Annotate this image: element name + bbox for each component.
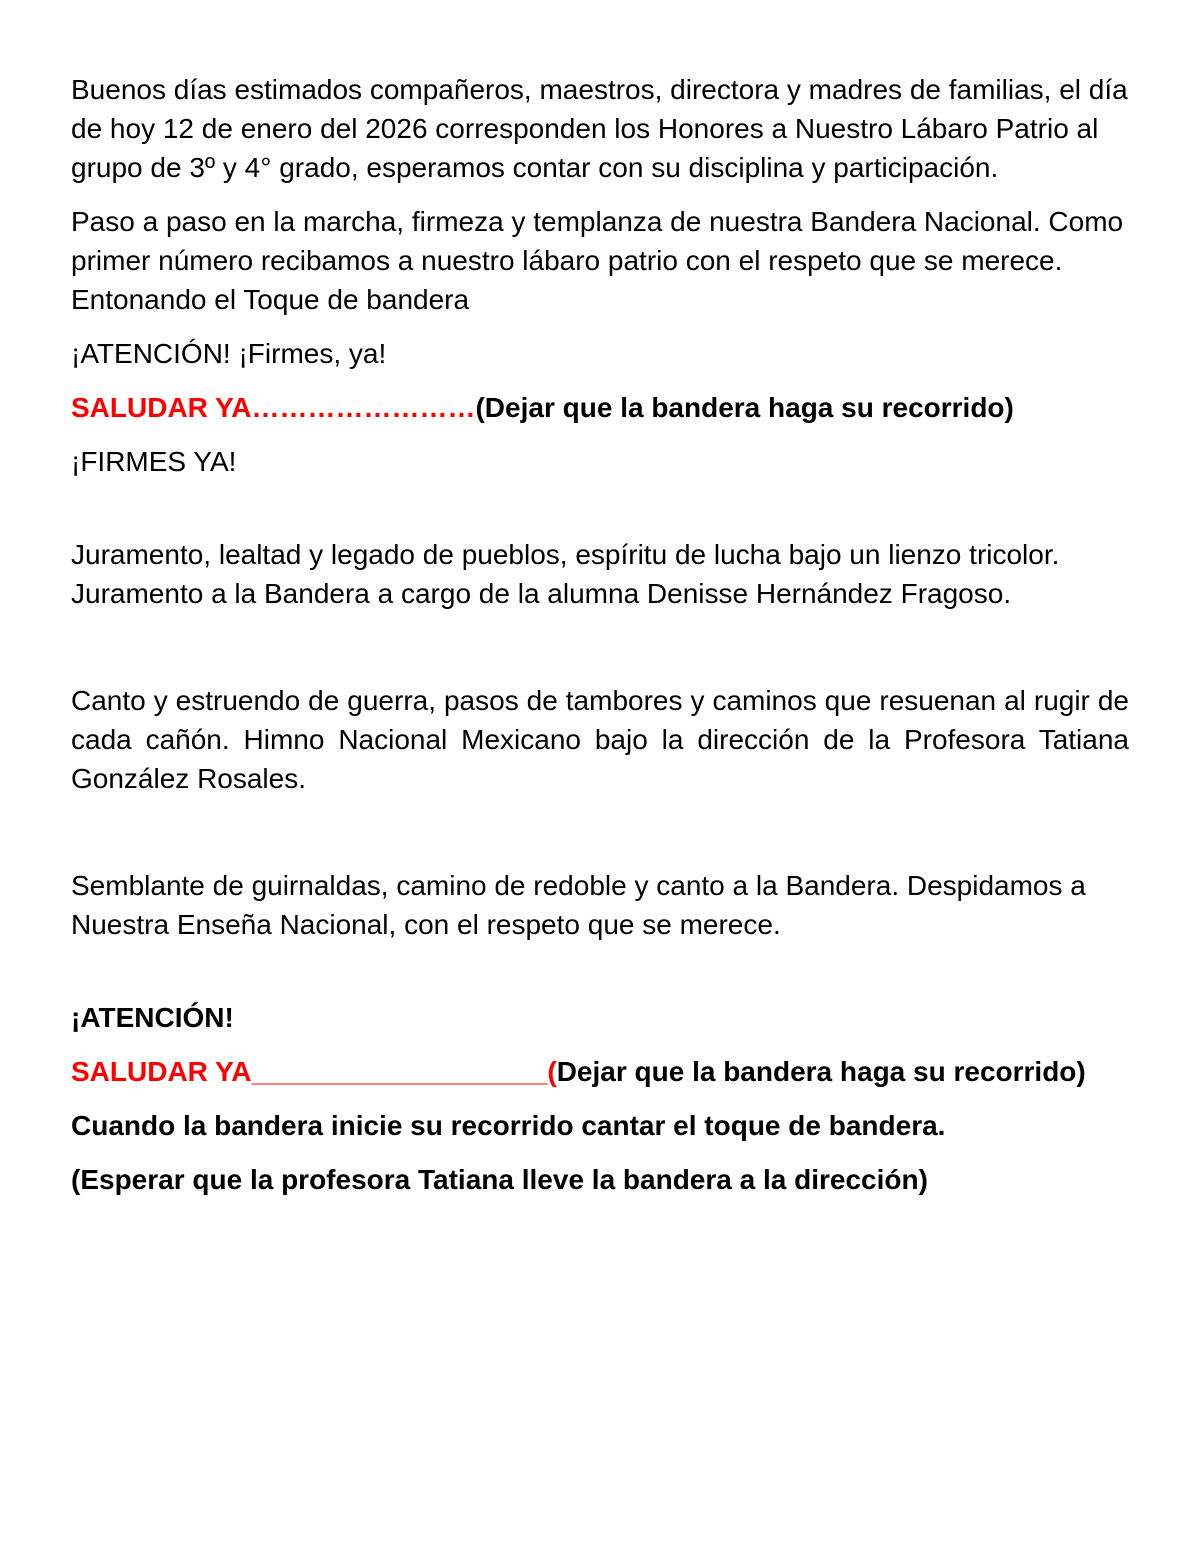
document-body [71, 70, 1129, 1214]
anthem-paragraph: Canto y estruendo de guerra, pasos de tambores y caminos que resuenan al rugir de cada cañón. Himno Nacional Mexicano bajo la dirección de la Profesora Tatiana González Rosales. [71, 685, 1129, 794]
attention-command-final: ¡ATENCIÓN! [71, 1002, 234, 1033]
salute-note: (Dejar que la bandera haga su recorrido) [475, 392, 1014, 423]
intro-paragraph: Buenos días estimados compañeros, maestros, directora y madres de familias, el día de hoy 12 de enero del 2026 corresponden los Honores a Nuestro Lábaro Patrio al grupo de 3º y 4° grado, esperamos contar con su disciplina y participación. [71, 74, 1128, 183]
wait-instruction: (Esperar que la profesora Tatiana lleve la bandera a la dirección) [71, 1164, 928, 1195]
salute-command: SALUDAR YA…………………… [71, 392, 476, 423]
salute-instruction-final [71, 1052, 1129, 1091]
attention-command: ¡ATENCIÓN! ¡Firmes, ya! [71, 338, 387, 369]
firmes-command: ¡FIRMES YA! [71, 446, 237, 477]
salute-instruction [71, 388, 1129, 427]
salute-note-final: Dejar que la bandera haga su recorrido) [556, 1056, 1086, 1087]
farewell-paragraph: Semblante de guirnaldas, camino de redoble y canto a la Bandera. Despidamos a Nuestra Enseña Nacional, con el respeto que se merece. [71, 870, 1086, 940]
oath-paragraph: Juramento, lealtad y legado de pueblos, espíritu de lucha bajo un lienzo tricolor. Juramento a la Bandera a cargo de la alumna Denisse Hernández Fragoso. [71, 539, 1060, 609]
sing-instruction: Cuando la bandera inicie su recorrido cantar el toque de bandera. [71, 1110, 946, 1141]
march-paragraph: Paso a paso en la marcha, firmeza y templanza de nuestra Bandera Nacional. Como primer número recibamos a nuestro lábaro patrio con el respeto que se merece. Entonando el Toque de bandera [71, 206, 1124, 315]
salute-command-final: SALUDAR YA___________________( [71, 1056, 557, 1087]
